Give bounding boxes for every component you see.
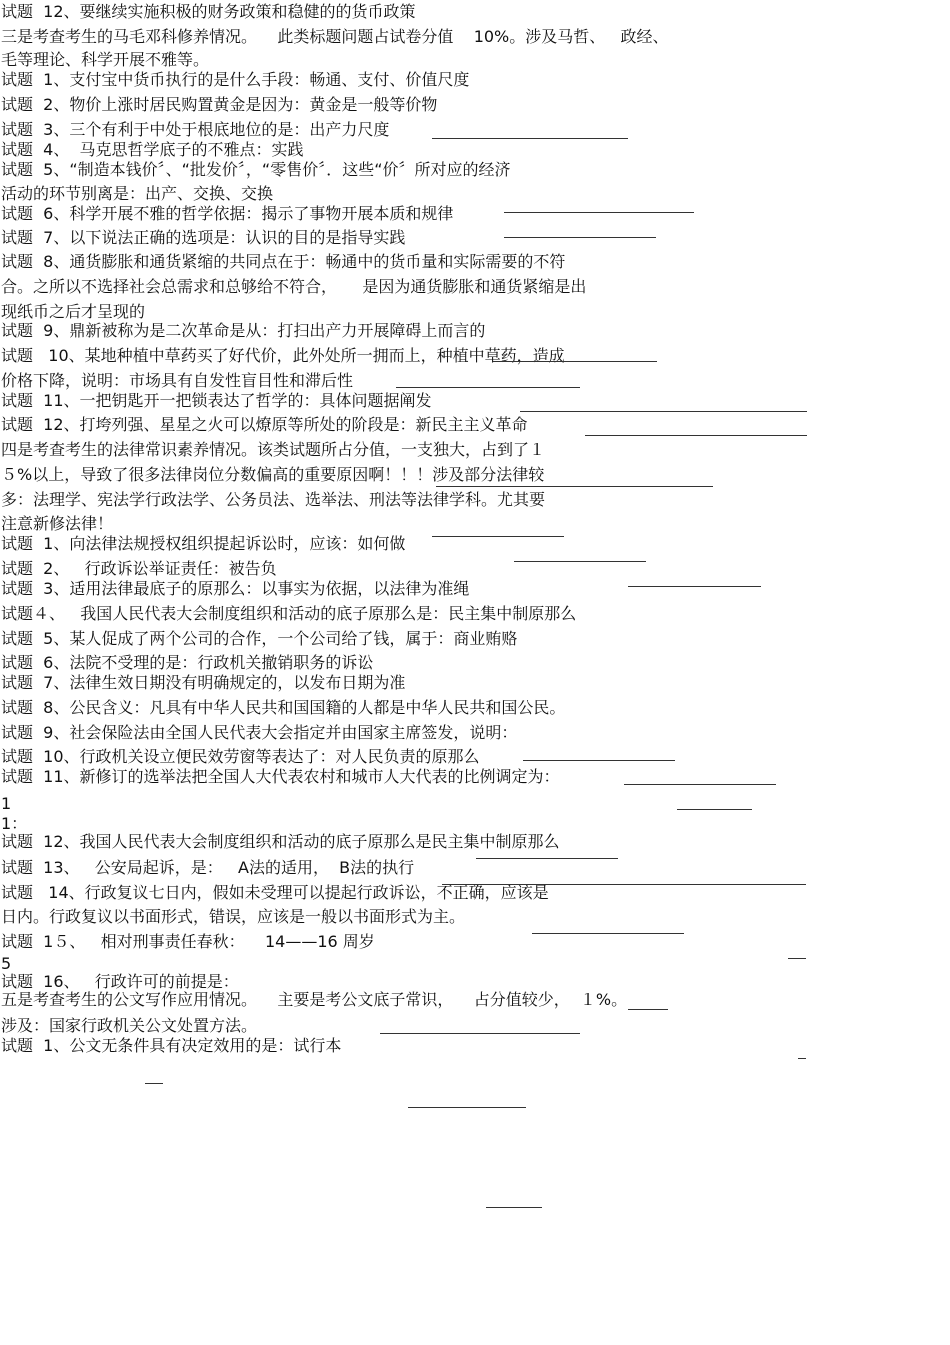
text-line: 五是考查考生的公文写作应用情况。 主要是考公文底子常识， 占分值较少， １%。 — [1, 990, 628, 1009]
text-line: 试题 1、支付宝中货币执行的是什么手段：畅通、支付、价值尺度 — [1, 70, 470, 89]
text-line: 试题 12、我国人民代表大会制度组织和活动的底子原那么是民主集中制原那么 — [1, 832, 560, 851]
blank-rule — [380, 1033, 580, 1034]
text-line: 试题 3、适用法律最底子的原那么：以事实为依据，以法律为准绳 — [1, 579, 470, 598]
text-line: 1： — [1, 814, 28, 833]
text-line: 多：法理学、宪法学行政法学、公务员法、选举法、刑法等法律学科。尤其要 — [1, 490, 546, 509]
text-line: 试题 14、行政复议七日内，假如未受理可以提起行政诉讼，不正确，应该是 — [1, 883, 549, 902]
text-line: 试题 12、要继续实施积极的财务政策和稳健的的货币政策 — [1, 2, 416, 21]
text-line: 试题 7、法律生效日期没有明确规定的，以发布日期为准 — [1, 673, 406, 692]
text-line: 试题 16、 行政许可的前提是： — [1, 972, 239, 991]
text-line: 毛等理论、科学开展不雅等。 — [1, 50, 210, 69]
text-line: 试题 11、新修订的选举法把全国人大代表农村和城市人大代表的比例调定为： — [1, 767, 560, 786]
blank-rule — [486, 1207, 542, 1208]
blank-rule — [432, 536, 564, 537]
text-line: 日内。行政复议以书面形式，错误，应该是一般以书面形式为主。 — [1, 907, 466, 926]
blank-rule — [442, 884, 806, 885]
text-line: 试题 6、法院不受理的是：行政机关撤销职务的诉讼 — [1, 653, 374, 672]
text-line: 试题 10、某地种植中草药买了好代价，此外处所一拥而上，种植中草药，造成 — [1, 346, 565, 365]
text-line: 试题 6、科学开展不雅的哲学依据：揭示了事物开展本质和规律 — [1, 204, 454, 223]
blank-rule — [432, 138, 628, 139]
text-line: 试题 9、社会保险法由全国人民代表大会指定并由国家主席签发，说明： — [1, 723, 518, 742]
blank-rule — [396, 387, 580, 388]
blank-rule — [514, 561, 646, 562]
text-line: 试题 11、一把钥匙开一把锁表达了哲学的：具体问题据阐发 — [1, 391, 432, 410]
text-line: 试题 7、以下说法正确的选项是：认识的目的是指导实践 — [1, 228, 406, 247]
text-line: 试题 5、“制造本钱价〞、“批发价〞，“零售价〞．这些“价〞所对应的经济 — [1, 160, 511, 179]
text-line: 试题 4、 马克思哲学底子的不雅点：实践 — [1, 140, 304, 159]
blank-rule — [436, 486, 713, 487]
text-line: 试题 9、鼎新被称为是二次革命是从：打扫出产力开展障碍上而言的 — [1, 321, 486, 340]
blank-rule — [532, 933, 684, 934]
blank-rule — [145, 1083, 163, 1084]
text-line: 5 — [1, 954, 12, 973]
text-line: 活动的环节别离是：出产、交换、交换 — [1, 184, 274, 203]
text-line: 试题 13、 公安局起诉，是： A法的适用， B法的执行 — [1, 858, 415, 877]
text-line: 试题 5、某人促成了两个公司的合作，一个公司给了钱，属于：商业贿赂 — [1, 629, 518, 648]
blank-rule — [677, 809, 752, 810]
text-line: 试题 1５、 相对刑事责任春秋： 14——16 周岁 — [1, 932, 375, 951]
blank-rule — [493, 361, 657, 362]
text-line: 1 — [1, 794, 12, 813]
blank-rule — [624, 784, 776, 785]
text-line: 试题 8、公民含义：凡具有中华人民共和国国籍的人都是中华人民共和国公民。 — [1, 698, 566, 717]
blank-rule — [628, 1009, 668, 1010]
blank-rule — [523, 760, 675, 761]
text-line: 试题 1、向法律法规授权组织提起诉讼时，应该：如何做 — [1, 534, 406, 553]
text-line: 现纸币之后才呈现的 — [1, 302, 146, 321]
blank-rule — [408, 1107, 526, 1108]
blank-rule — [504, 237, 656, 238]
blank-rule — [476, 858, 618, 859]
text-line: 试题 12、打垮列强、星星之火可以燎原等所处的阶段是：新民主主义革命 — [1, 415, 528, 434]
text-line: 试题４、 我国人民代表大会制度组织和活动的底子原那么是：民主集中制原那么 — [1, 604, 577, 623]
text-line: 试题 2、 行政诉讼举证责任：被告负 — [1, 559, 277, 578]
text-line: 注意新修法律！ — [1, 514, 114, 533]
blank-rule — [520, 411, 807, 412]
text-line: 价格下降，说明：市场具有自发性盲目性和滞后性 — [1, 371, 354, 390]
blank-rule — [628, 586, 761, 587]
text-line: 试题 8、通货膨胀和通货紧缩的共同点在于：畅通中的货币量和实际需要的不符 — [1, 252, 566, 271]
text-line: ５%以上，导致了很多法律岗位分数偏高的重要原因啊！！！涉及部分法律较 — [1, 465, 545, 484]
blank-rule — [585, 435, 807, 436]
text-line: 试题 1、公文无条件具有决定效用的是：试行本 — [1, 1036, 342, 1055]
text-line: 试题 3、三个有利于中处于根底地位的是：出产力尺度 — [1, 120, 390, 139]
text-line: 合。之所以不选择社会总需求和总够给不符合， 是因为通货膨胀和通货紧缩是出 — [1, 277, 587, 296]
text-line: 试题 2、物价上涨时居民购置黄金是因为：黄金是一般等价物 — [1, 95, 438, 114]
blank-rule — [504, 212, 694, 213]
text-line: 四是考查考生的法律常识素养情况。该类试题所占分值，一支独大，占到了１ — [1, 440, 546, 459]
text-line: 试题 10、行政机关设立便民效劳窗等表达了：对人民负责的原那么 — [1, 747, 480, 766]
text-line: 三是考查考生的马毛邓科修养情况。 此类标题问题占试卷分值 10%。涉及马哲、 政经、 — [1, 27, 669, 46]
blank-rule — [798, 1058, 806, 1059]
text-line: 涉及：国家行政机关公文处置方法。 — [1, 1016, 258, 1035]
blank-rule — [788, 958, 806, 959]
